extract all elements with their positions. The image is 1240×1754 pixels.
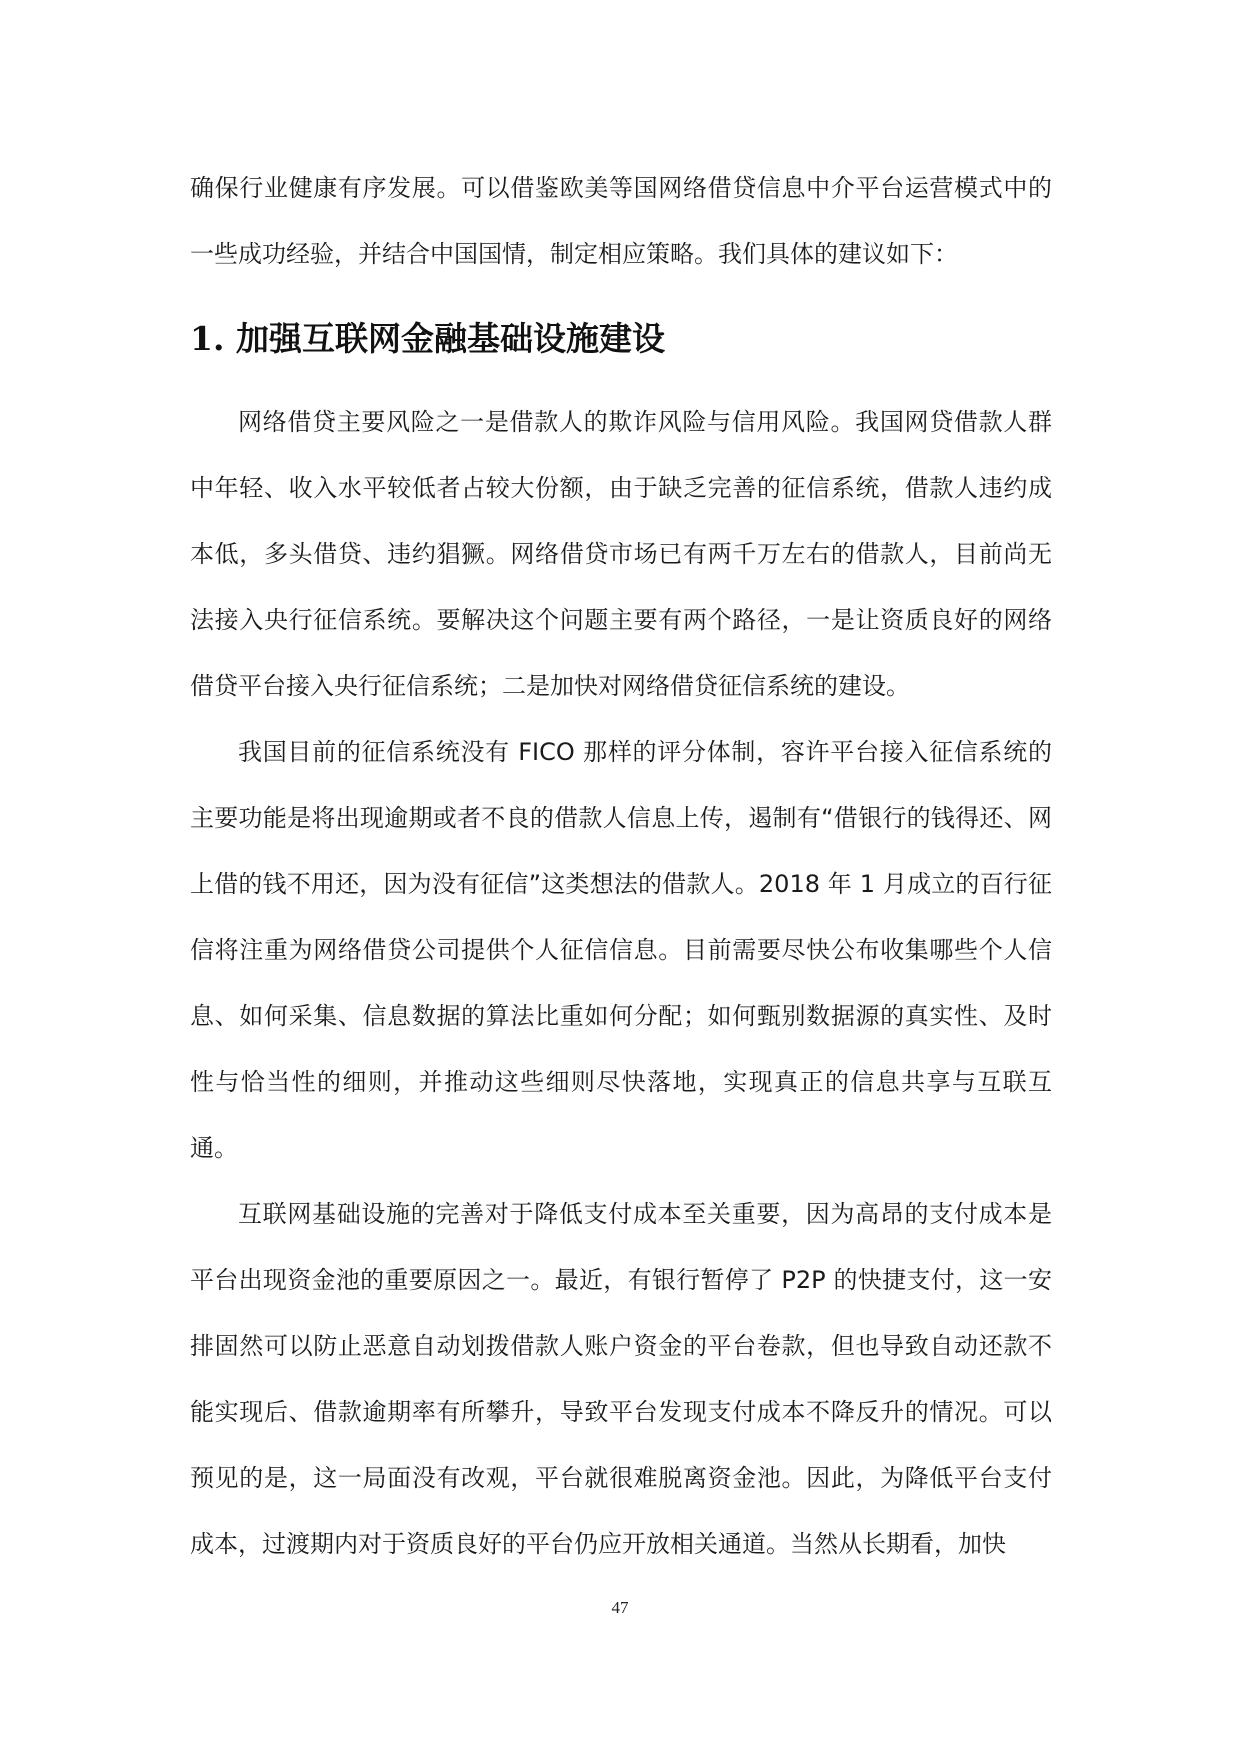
section-heading: 1. 加强互联网金融基础设施建设 — [190, 319, 665, 358]
page-body — [190, 155, 1052, 1577]
page-number: 47 — [611, 1598, 629, 1617]
body-paragraph-1: 网络借贷主要风险之一是借款人的欺诈风险与信用风险。我国网贷借款人群中年轻、收入水平较低者占较大份额，由于缺乏完善的征信系统，借款人违约成本低，多头借贷、违约猖獗。网络借贷市场已有两千万左右的借款人，目前尚无法接入央行征信系统。要解决这个问题主要有两个路径，一是让资质良好的网络借贷平台接入央行征信系统；二是加快对网络借贷征信系统的建设。 — [190, 408, 1052, 700]
intro-paragraph: 确保行业健康有序发展。可以借鉴欧美等国网络借贷信息中介平台运营模式中的一些成功经验，并结合中国国情，制定相应策略。我们具体的建议如下： — [190, 174, 1052, 268]
body-paragraph-3: 互联网基础设施的完善对于降低支付成本至关重要，因为高昂的支付成本是平台出现资金池的重要原因之一。最近，有银行暂停了 P2P 的快捷支付，这一安排固然可以防止恶意自动划拨借款人账户资金的平台卷款，但也导致自动还款不能实现后、借款逾期率有所攀升，导致平台发现支付成本不降反升的情况。可以预见的是，这一局面没有改观，平台就很难脱离资金池。因此，为降低平台支付成本，过渡期内对于资质良好的平台仍应开放相关通道。当然从长期看，加快 — [190, 1200, 1052, 1558]
body-paragraph-2: 我国目前的征信系统没有 FICO 那样的评分体制，容许平台接入征信系统的主要功能是将出现逾期或者不良的借款人信息上传，遏制有“借银行的钱得还、网上借的钱不用还，因为没有征信”这类想法的借款人。2018 年 1 月成立的百行征信将注重为网络借贷公司提供个人征信信息。目前需要尽快公布收集哪些个人信息、如何采集、信息数据的算法比重如何分配；如何甄别数据源的真实性、及时性与恰当性的细则，并推动这些细则尽快落地，实现真正的信息共享与互联互通。 — [190, 738, 1052, 1162]
